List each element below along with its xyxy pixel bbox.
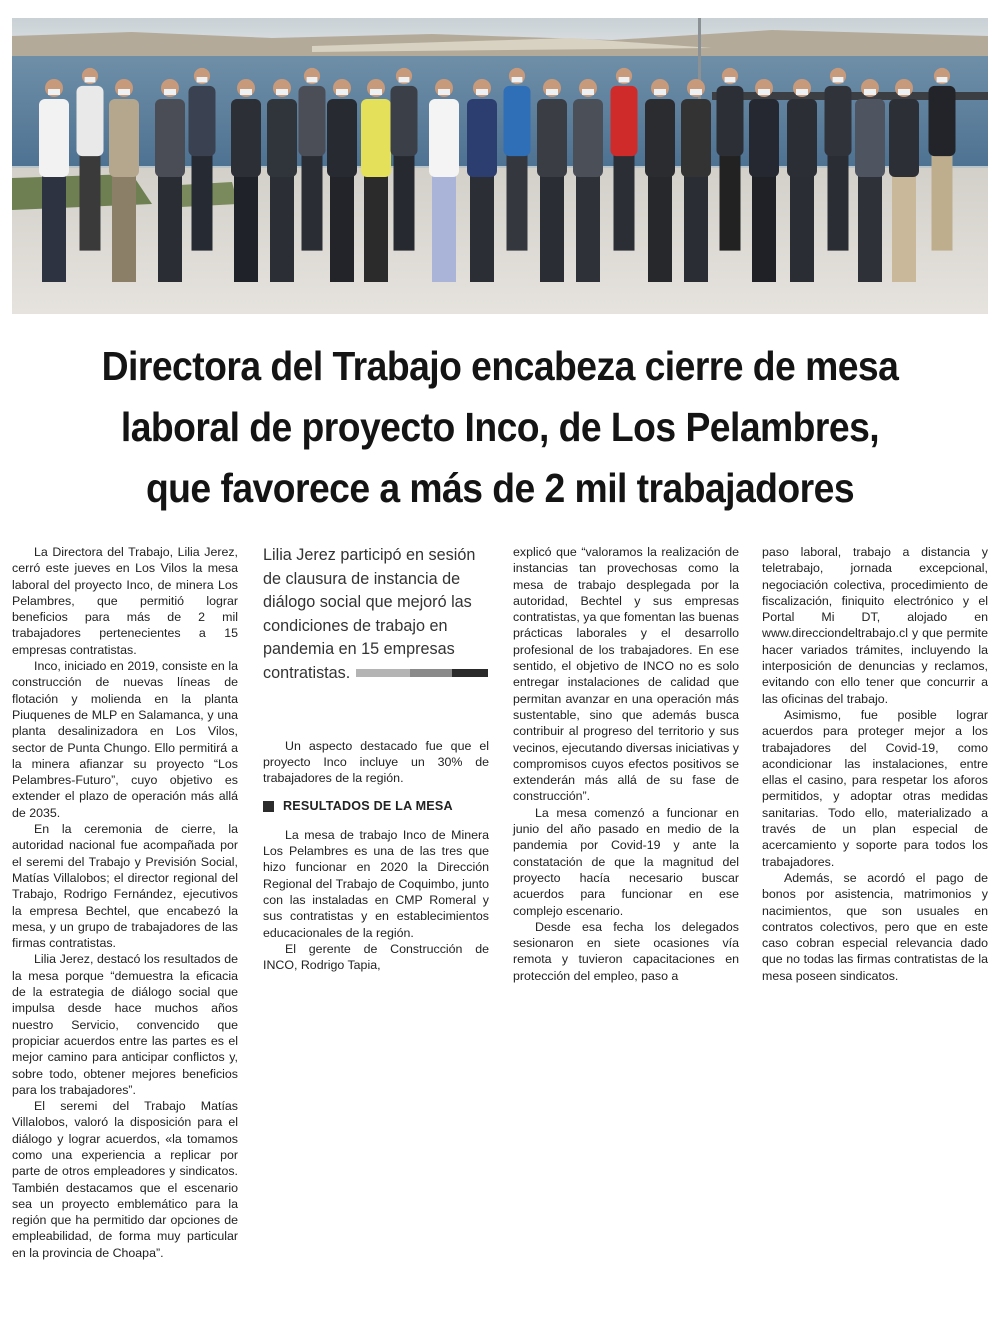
person-figure bbox=[654, 89, 666, 95]
person-figure bbox=[720, 153, 741, 250]
paragraph: Lilia Jerez, destacó los resultados de la mesa porque “demuestra la eficacia de la estrategia de diálogo social que impulsa desde hace muchos años nuestro Servicio, convencido que propiciar acuerdos entre las partes es el mejor camino para anticipar conflictos y, sobre todo, obtener mejores beneficios para los trabajadores”. bbox=[12, 952, 238, 1097]
person-figure bbox=[790, 174, 814, 282]
person-figure bbox=[240, 89, 252, 95]
column-3 bbox=[513, 544, 739, 984]
headline-line: Directora del Trabajo encabeza cierre de mesa bbox=[101, 343, 899, 389]
person-figure bbox=[77, 86, 104, 156]
person-figure bbox=[370, 89, 382, 95]
person-figure bbox=[476, 89, 488, 95]
paragraph: En la ceremonia de cierre, la autoridad nacional fue acompañada por el seremi del Trabajo y Previsión Social, Matías Villalobos; el director regional del Trabajo, Rodrigo Fernández, ejecutivos la empresa Bechtel, que encabezó la mesa, y un grupo de trabajadores de las firmas contratistas. bbox=[12, 822, 238, 951]
group-photo bbox=[12, 18, 988, 314]
person-figure bbox=[892, 174, 916, 282]
person-figure bbox=[270, 174, 294, 282]
person-figure bbox=[164, 89, 176, 95]
person-figure bbox=[576, 174, 600, 282]
person-figure bbox=[864, 89, 876, 95]
person-figure bbox=[231, 99, 261, 177]
person-figure bbox=[858, 174, 882, 282]
person-figure bbox=[889, 99, 919, 177]
person-figure bbox=[364, 174, 388, 282]
person-figure bbox=[394, 153, 415, 250]
person-figure bbox=[828, 153, 849, 250]
person-figure bbox=[787, 99, 817, 177]
paragraph: Asimismo, fue posible lograr acuerdos para proteger mejor a los trabajadores del Covid-19, como acondicionar las instalaciones, entre ellas el casino, para respetar los aforos permitidos, y adoptar otras medidas sanitarias. Todo ello, materializado a través de un plan especial de acercamiento y soporte para todos los trabajadores. bbox=[762, 707, 988, 869]
person-figure bbox=[438, 89, 450, 95]
person-figure bbox=[898, 89, 910, 95]
person-figure bbox=[825, 86, 852, 156]
column-2 bbox=[263, 544, 489, 973]
person-figure bbox=[336, 89, 348, 95]
pull-quote-rule bbox=[356, 669, 488, 677]
pull-quote bbox=[263, 544, 489, 686]
person-figure bbox=[512, 77, 523, 82]
person-figure bbox=[48, 89, 60, 95]
person-figure bbox=[681, 99, 711, 177]
person-figure bbox=[833, 77, 844, 82]
person-figure bbox=[582, 89, 594, 95]
person-figure bbox=[645, 99, 675, 177]
person-figure bbox=[749, 99, 779, 177]
person-figure bbox=[932, 153, 953, 250]
person-figure bbox=[42, 174, 66, 282]
person-figure bbox=[758, 89, 770, 95]
person-figure bbox=[684, 174, 708, 282]
person-figure bbox=[504, 86, 531, 156]
person-figure bbox=[429, 99, 459, 177]
person-figure bbox=[39, 99, 69, 177]
headline bbox=[81, 336, 918, 519]
person-figure bbox=[537, 99, 567, 177]
paragraph: Además, se acordó el pago de bonos por asistencia, matrimonios y nacimientos, que son usuales en contratos colectivos, pero que en este caso cobran especial relevancia dado que no todas las firmas contratistas de la mesa poseen sindicatos. bbox=[762, 870, 988, 983]
column-1 bbox=[12, 544, 238, 1261]
person-figure bbox=[302, 153, 323, 250]
person-figure bbox=[540, 174, 564, 282]
group-photo-image bbox=[12, 18, 988, 314]
paragraph: Desde esa fecha los delegados sesionaron en siete ocasiones vía remota y tuvieron capacitaciones en protección del empleo, paso a bbox=[513, 919, 739, 983]
person-figure bbox=[507, 153, 528, 250]
person-figure bbox=[614, 153, 635, 250]
person-figure bbox=[796, 89, 808, 95]
square-bullet-icon bbox=[263, 801, 274, 812]
person-figure bbox=[546, 89, 558, 95]
person-figure bbox=[267, 99, 297, 177]
pull-quote-text: Lilia Jerez participó en sesión de clausura de instancia de diálogo social que mejoró las condiciones de trabajo en pandemia en 15 empresas contratistas. bbox=[263, 546, 476, 682]
column-4 bbox=[762, 544, 988, 984]
person-figure bbox=[192, 153, 213, 250]
pull-quote-rule-segment bbox=[410, 669, 452, 677]
person-figure bbox=[648, 174, 672, 282]
person-figure bbox=[619, 77, 630, 82]
headline-line: laboral de proyecto Inco, de Los Pelambres, bbox=[120, 404, 880, 450]
person-figure bbox=[725, 77, 736, 82]
person-figure bbox=[118, 89, 130, 95]
paragraph: Inco, iniciado en 2019, consiste en la construcción de nuevas líneas de flotación y molienda en la planta Piuquenes de MLP en Salamanca, y una planta desalinizadora en Los Vilos, sector de Punta Chungo. Ello permitirá a la minera afianzar su proyecto “Los Pelambres-Futuro”, cuyo objetivo es extender el plazo de operación más allá de 2035. bbox=[12, 659, 238, 820]
person-figure bbox=[929, 86, 956, 156]
headline-line: que favorece a más de 2 mil trabajadores bbox=[145, 465, 855, 511]
person-figure bbox=[234, 174, 258, 282]
person-figure bbox=[470, 174, 494, 282]
person-figure bbox=[752, 174, 776, 282]
person-figure bbox=[690, 89, 702, 95]
paragraph: El seremi del Trabajo Matías Villalobos, valoró la disposición para el diálogo y lograr acuerdos, «la tomamos como una experiencia a replicar por parte de otros empleadores y sindicatos. También destacamos que el escenario sea un proyecto emblemático para la región que ha permitido dar opciones de empleabilidad, de forma muy particular en la provincia de Choapa”. bbox=[12, 1099, 238, 1260]
paragraph: La mesa de trabajo Inco de Minera Los Pelambres es una de las tres que hizo funcionar en 2020 la Dirección Regional del Trabajo de Coquimbo, junto con las instaladas en CMP Romeral y sus contratistas y en establecimientos educacionales de la región. bbox=[263, 827, 489, 940]
paragraph-continued: explicó que “valoramos la realización de instancias tan provechosas como la mesa de trabajo desplegada por la autoridad, Bechtel y sus empresas contratistas, ya que fomentan las buenas prácticas laborales y el desarrollo profesional de los trabajadores. En ese sentido, el objetivo de INCO no es solo entregar instalaciones de calidad que permitan avanzar en una operación más sustentable, sino que además busca contribuir al progreso del territorio y sus vecinos, ejecutando diversas iniciativas y compromisos cuyos efectos positivos se extenderán más allá de su fase de construcción”. bbox=[513, 545, 739, 804]
paragraph: El gerente de Construcción de INCO, Rodrigo Tapia, bbox=[263, 941, 489, 973]
person-figure bbox=[112, 174, 136, 282]
person-figure bbox=[299, 86, 326, 156]
person-figure bbox=[85, 77, 96, 82]
person-figure bbox=[327, 99, 357, 177]
person-figure bbox=[109, 99, 139, 177]
pull-quote-rule-segment bbox=[356, 669, 410, 677]
person-figure bbox=[276, 89, 288, 95]
paragraph: Un aspecto destacado fue que el proyecto Inco incluye un 30% de trabajadores de la región. bbox=[263, 738, 489, 786]
person-figure bbox=[611, 86, 638, 156]
person-figure bbox=[432, 174, 456, 282]
paragraph: La Directora del Trabajo, Lilia Jerez, cerró este jueves en Los Vilos la mesa laboral del proyecto Inco, de minera Los Pelambres, que permitió lograr beneficios para más de 2 mil trabajadores pertenecientes a 15 empresas contratistas. bbox=[12, 545, 238, 657]
person-figure bbox=[330, 174, 354, 282]
person-figure bbox=[573, 99, 603, 177]
person-figure bbox=[717, 86, 744, 156]
person-figure bbox=[399, 77, 410, 82]
person-figure bbox=[307, 77, 318, 82]
paragraph-continued: paso laboral, trabajo a distancia y teletrabajo, jornada excepcional, negociación colectiva, procedimiento de fiscalización, finiquito electrónico y el Portal Mi DT, alojado en www.direcciondeltrabajo.cl y que permite hacer variados trámites, incluyendo la interposición de denuncias y reclamos, evitando con ello tener que concurrir a las oficinas del trabajo. bbox=[762, 545, 988, 706]
pull-quote-rule-segment bbox=[452, 669, 488, 677]
subhead bbox=[263, 798, 489, 814]
person-figure bbox=[158, 174, 182, 282]
person-figure bbox=[155, 99, 185, 177]
person-figure bbox=[80, 153, 101, 250]
person-figure bbox=[197, 77, 208, 82]
person-figure bbox=[361, 99, 391, 177]
person-figure bbox=[467, 99, 497, 177]
person-figure bbox=[189, 86, 216, 156]
person-figure bbox=[937, 77, 948, 82]
paragraph: La mesa comenzó a funcionar en junio del año pasado en medio de la pandemia por Covid-19 y ante la constatación de que la magnitud del proyecto hacía necesario buscar acuerdos para funcionar en ese complejo escenario. bbox=[513, 805, 739, 918]
person-figure bbox=[855, 99, 885, 177]
person-figure bbox=[391, 86, 418, 156]
subhead-text: RESULTADOS DE LA MESA bbox=[283, 799, 453, 814]
